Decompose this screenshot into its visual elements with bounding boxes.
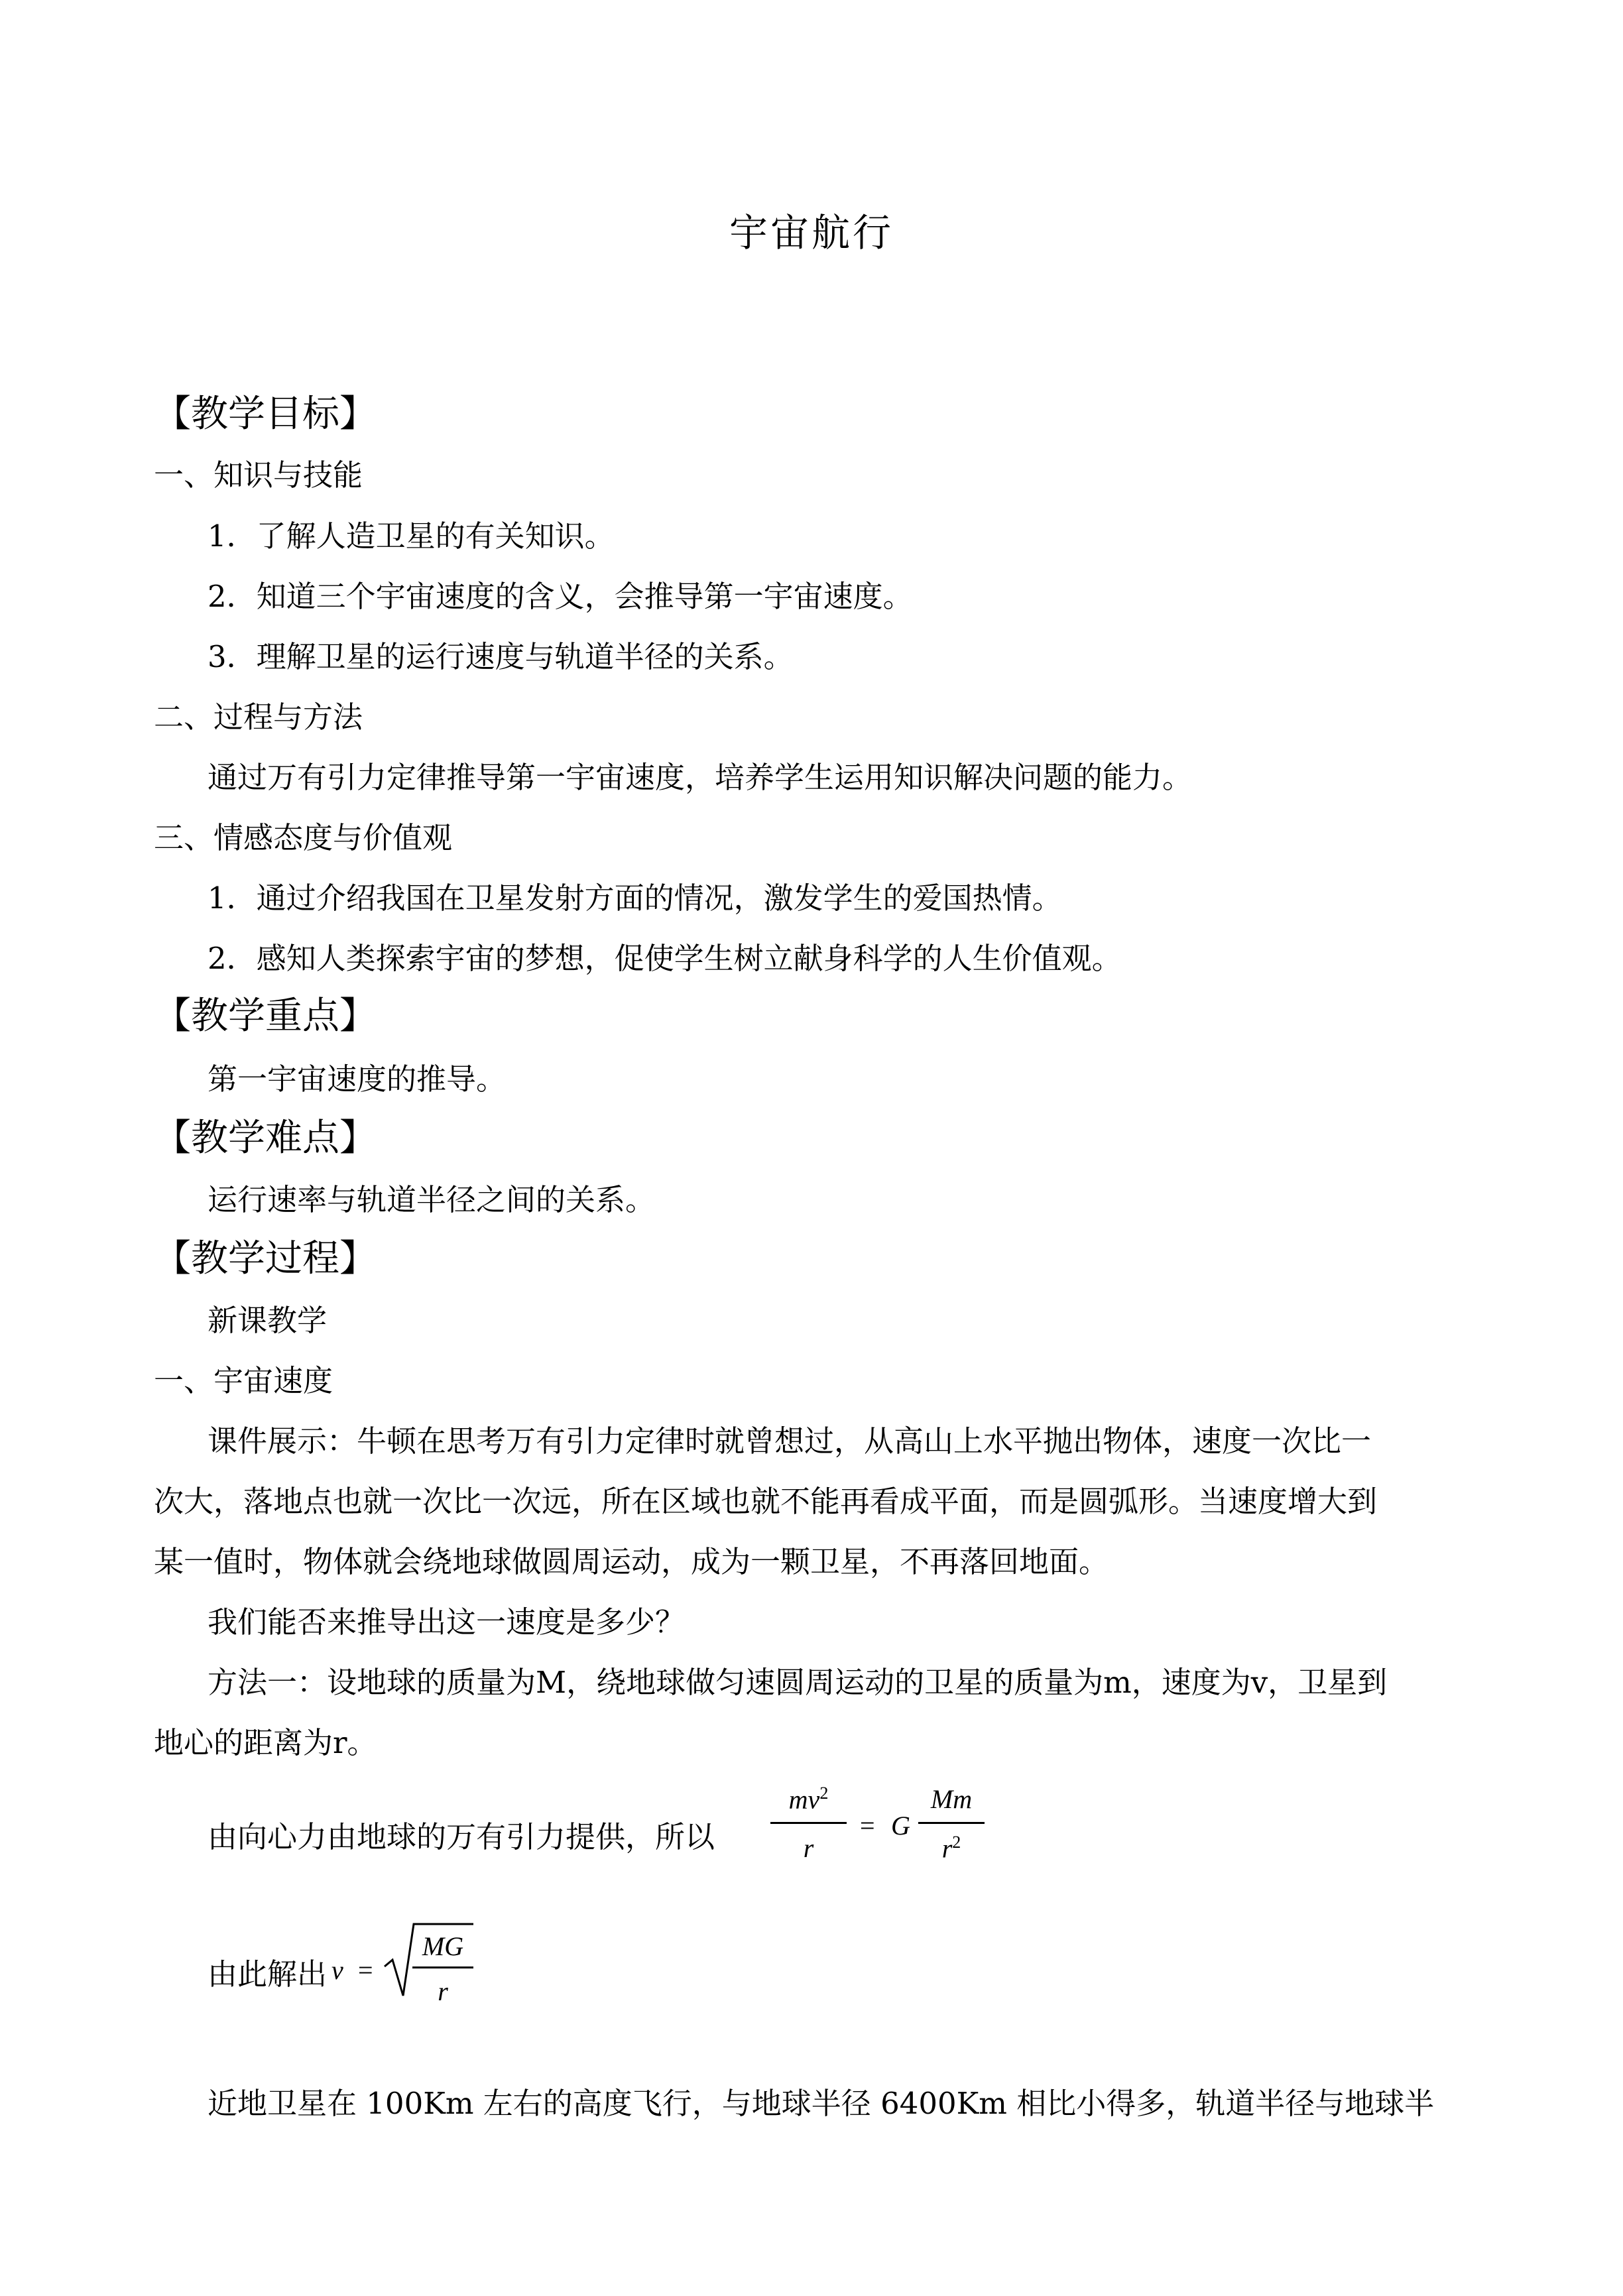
fraction-bar: [412, 1966, 473, 1968]
denominator-r: r: [803, 1833, 814, 1863]
equals-sign: =: [860, 1811, 875, 1841]
numerator-Mm: Mm: [930, 1784, 973, 1814]
equation-line-2: 由此解出: [208, 1957, 328, 1992]
values-item: 1．通过介绍我国在卫星发射方面的情况，激发学生的爱国热情。: [208, 880, 1062, 916]
goal-item: 1．了解人造卫星的有关知识。: [208, 518, 615, 554]
numerator-mv: mv: [788, 1784, 820, 1815]
equals-sign: =: [358, 1955, 373, 1985]
key-text: 第一宇宙速度的推导。: [208, 1061, 507, 1097]
values-heading: 三、情感态度与价值观: [154, 820, 453, 855]
exponent: 2: [819, 1783, 829, 1803]
fraction-lhs: [770, 1783, 847, 1863]
knowledge-heading: 一、知识与技能: [154, 457, 363, 493]
key-heading: 【教学重点】: [154, 995, 377, 1038]
paragraph-line: 某一值时，物体就会绕地球做圆周运动，成为一颗卫星，不再落回地面。: [154, 1544, 1109, 1579]
process-intro: 新课教学: [208, 1303, 328, 1338]
denominator-r: r: [438, 1976, 448, 2006]
page-title: 宇宙航行: [729, 210, 894, 255]
equation-line-1: 由向心力由地球的万有引力提供，所以: [208, 1819, 715, 1854]
values-item: 2．感知人类探索宇宙的梦想，促使学生树立献身科学的人生价值观。: [208, 941, 1122, 976]
fraction-bar: [918, 1822, 985, 1824]
question-text: 我们能否来推导出这一速度是多少？: [208, 1604, 686, 1640]
goal-item: 2．知道三个宇宙速度的含义，会推导第一宇宙速度。: [208, 579, 913, 614]
process-method-text: 通过万有引力定律推导第一宇宙速度，培养学生运用知识解决问题的能力。: [208, 760, 1193, 795]
fraction-rhs: [918, 1783, 985, 1864]
process-heading: 【教学过程】: [154, 1237, 377, 1280]
velocity-symbol: v: [331, 1955, 343, 1985]
method-line: 方法一：设地球的质量为M，绕地球做匀速圆周运动的卫星的质量为m，速度为v，卫星到: [208, 1665, 1388, 1700]
goal-item: 3．理解卫星的运行速度与轨道半径的关系。: [208, 639, 794, 674]
difficulty-text: 运行速率与轨道半径之间的关系。: [208, 1182, 656, 1217]
radicand-fraction: [412, 1931, 473, 2006]
denominator-r: r: [941, 1833, 953, 1864]
numerator-MG: MG: [422, 1931, 464, 1961]
fraction-bar: [770, 1822, 847, 1824]
difficulty-heading: 【教学难点】: [154, 1117, 377, 1160]
paragraph-line: 课件展示：牛顿在思考万有引力定律时就曾想过，从高山上水平抛出物体，速度一次比一: [208, 1423, 1372, 1459]
last-line: 近地卫星在 100Km 左右的高度飞行，与地球半径 6400Km 相比小得多，轨道半径与地球半: [208, 2086, 1435, 2121]
process-method-heading: 二、过程与方法: [154, 699, 363, 735]
method-line: 地心的距离为r。: [154, 1725, 377, 1760]
exponent: 2: [952, 1833, 961, 1852]
gravitational-constant: G: [891, 1811, 910, 1841]
paragraph-line: 次大，落地点也就一次比一次远，所在区域也就不能再看成平面，而是圆弧形。当速度增大到: [154, 1484, 1378, 1519]
cosmic-speed-heading: 一、宇宙速度: [154, 1363, 333, 1398]
goals-heading: 【教学目标】: [154, 393, 377, 436]
